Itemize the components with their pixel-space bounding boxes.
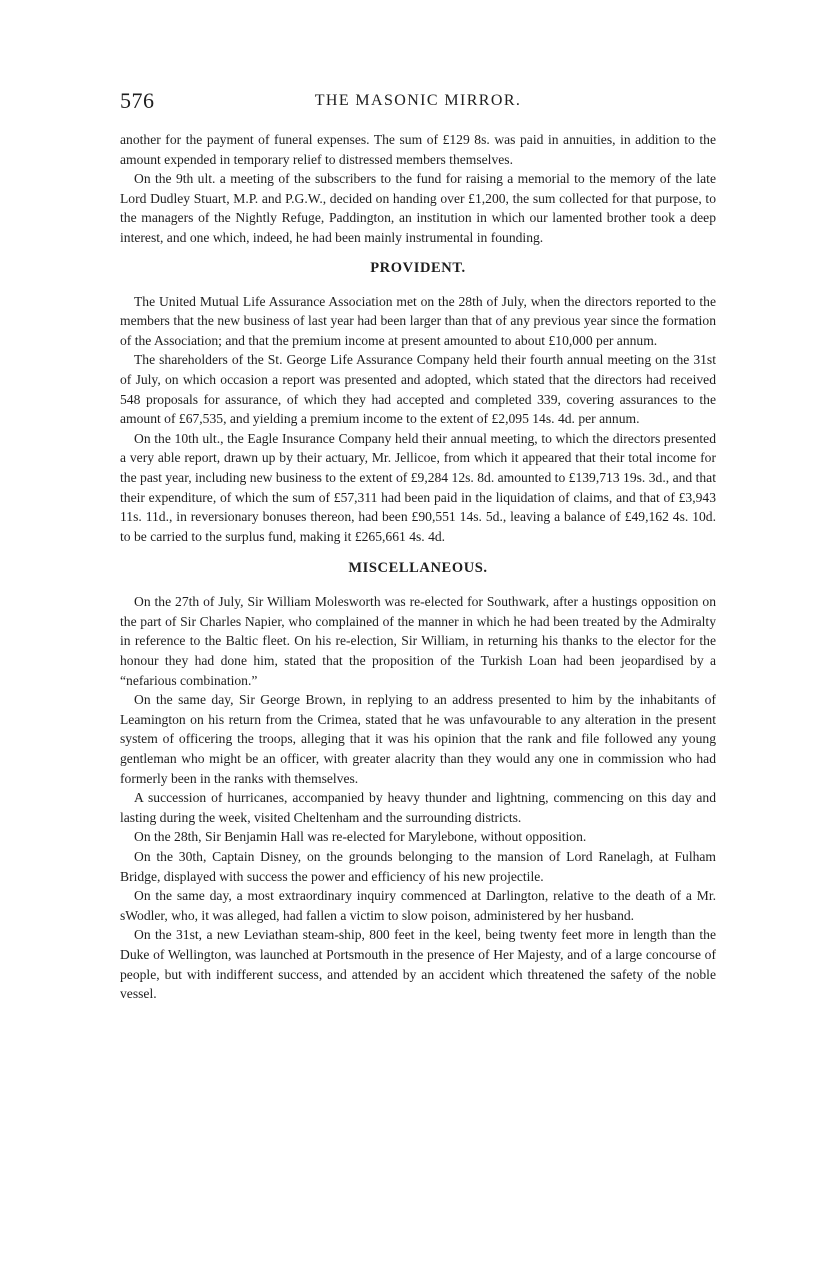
section-heading-provident: PROVIDENT. (370, 259, 466, 276)
paragraph-dudley-stuart-memorial: On the 9th ult. a meeting of the subscribers to the fund for raising a memorial to the memory of the late Lord Dudley Stuart, M.P. and P.G.W., decided on handing over £1,200, the sum collected for that purpose, to the managers of the Nightly Refuge, Paddington, an institution in which our lamented brother took a deep interest, and one which, indeed, he had been mainly instrumental in founding. (120, 171, 716, 245)
paragraph-eagle-insurance: On the 10th ult., the Eagle Insurance Company held their annual meeting, to which the directors presented a very able report, drawn up by their actuary, Mr. Jellicoe, from which it appeared that their total income for the past year, including new business to the extent of £9,284 12s. 8d. amounted to £139,713 19s. 3d., and that their expenditure, of which the sum of £57,311 had been paid in the liquidation of claims, and that of £3,943 11s. 11d., in reversionary bonuses thereon, had been £90,551 14s. 5d., leaving a balance of £49,162 4s. 10d. to be carried to the surplus fund, making it £265,661 4s. 4d. (120, 430, 716, 544)
paragraph-st-george: The shareholders of the St. George Life Assurance Company held their fourth annual meeting on the 31st of July, on which occasion a report was presented and adopted, which stated that the directors had received 548 proposals for assurance, of which they had accepted and completed 339, covering assurances to the amount of £67,535, and yielding a premium income to the extent of £2,095 14s. 4d. per annum. (120, 352, 716, 427)
page-number: 576 (120, 88, 155, 113)
paragraph-hurricanes: A succession of hurricanes, accompanied by heavy thunder and lightning, commencing on this day and lasting during the week, visited Cheltenham and the surrounding districts. (120, 790, 716, 825)
running-head (120, 88, 716, 118)
article-body (120, 130, 716, 1004)
page (120, 88, 716, 1004)
paragraph-funeral-expenses: another for the payment of funeral expenses. The sum of £129 8s. was paid in annuities, in addition to the amount expended in temporary relief to distressed members themselves. (120, 132, 716, 167)
paragraph-darlington: On the same day, a most extraordinary inquiry commenced at Darlington, relative to the death of a Mr. sWodler, who, it was alleged, had fallen a victim to slow poison, administered by her husband. (120, 888, 716, 923)
paragraph-george-brown: On the same day, Sir George Brown, in replying to an address presented to him by the inhabitants of Leamington on his return from the Crimea, stated that he was unfavourable to any alteration in the present system of officering the troops, alleging that it was his opinion that the rank and file followed any young gentleman who might be an officer, with greater alacrity than they would any one in commission who had formerly been in the ranks with themselves. (120, 692, 716, 786)
paragraph-united-mutual: The United Mutual Life Assurance Association met on the 28th of July, when the directors reported to the members that the new business of last year had been larger than that of any previous year since the formation of the Association; and that the premium income at present amounted to about £10,000 per annum. (120, 293, 716, 348)
paragraph-molesworth: On the 27th of July, Sir William Molesworth was re-elected for Southwark, after a hustings opposition on the part of Sir Charles Napier, who complained of the manner in which he had been treated by the Admiralty in reference to the Baltic fleet. On his re-election, Sir William, in returning his thanks to the elector for the honour they had done him, stated that the proposition of the Turkish Loan had been jeopardised by a “nefarious combination.” (120, 594, 716, 688)
paragraph-captain-disney: On the 30th, Captain Disney, on the grounds belonging to the mansion of Lord Ranelagh, at Fulham Bridge, displayed with success the power and efficiency of his new projectile. (120, 849, 716, 884)
journal-title: THE MASONIC MIRROR. (314, 92, 522, 109)
section-heading-miscellaneous: MISCELLANEOUS. (348, 560, 488, 577)
paragraph-leviathan: On the 31st, a new Leviathan steam-ship, 800 feet in the keel, being twenty feet more in length than the Duke of Wellington, was launched at Portsmouth in the presence of Her Majesty, and of a large concourse of people, but with indifferent success, and attended by an accident which threatened the safety of the noble vessel. (120, 927, 716, 1002)
paragraph-benjamin-hall: On the 28th, Sir Benjamin Hall was re-elected for Marylebone, without opposition. (134, 829, 587, 845)
